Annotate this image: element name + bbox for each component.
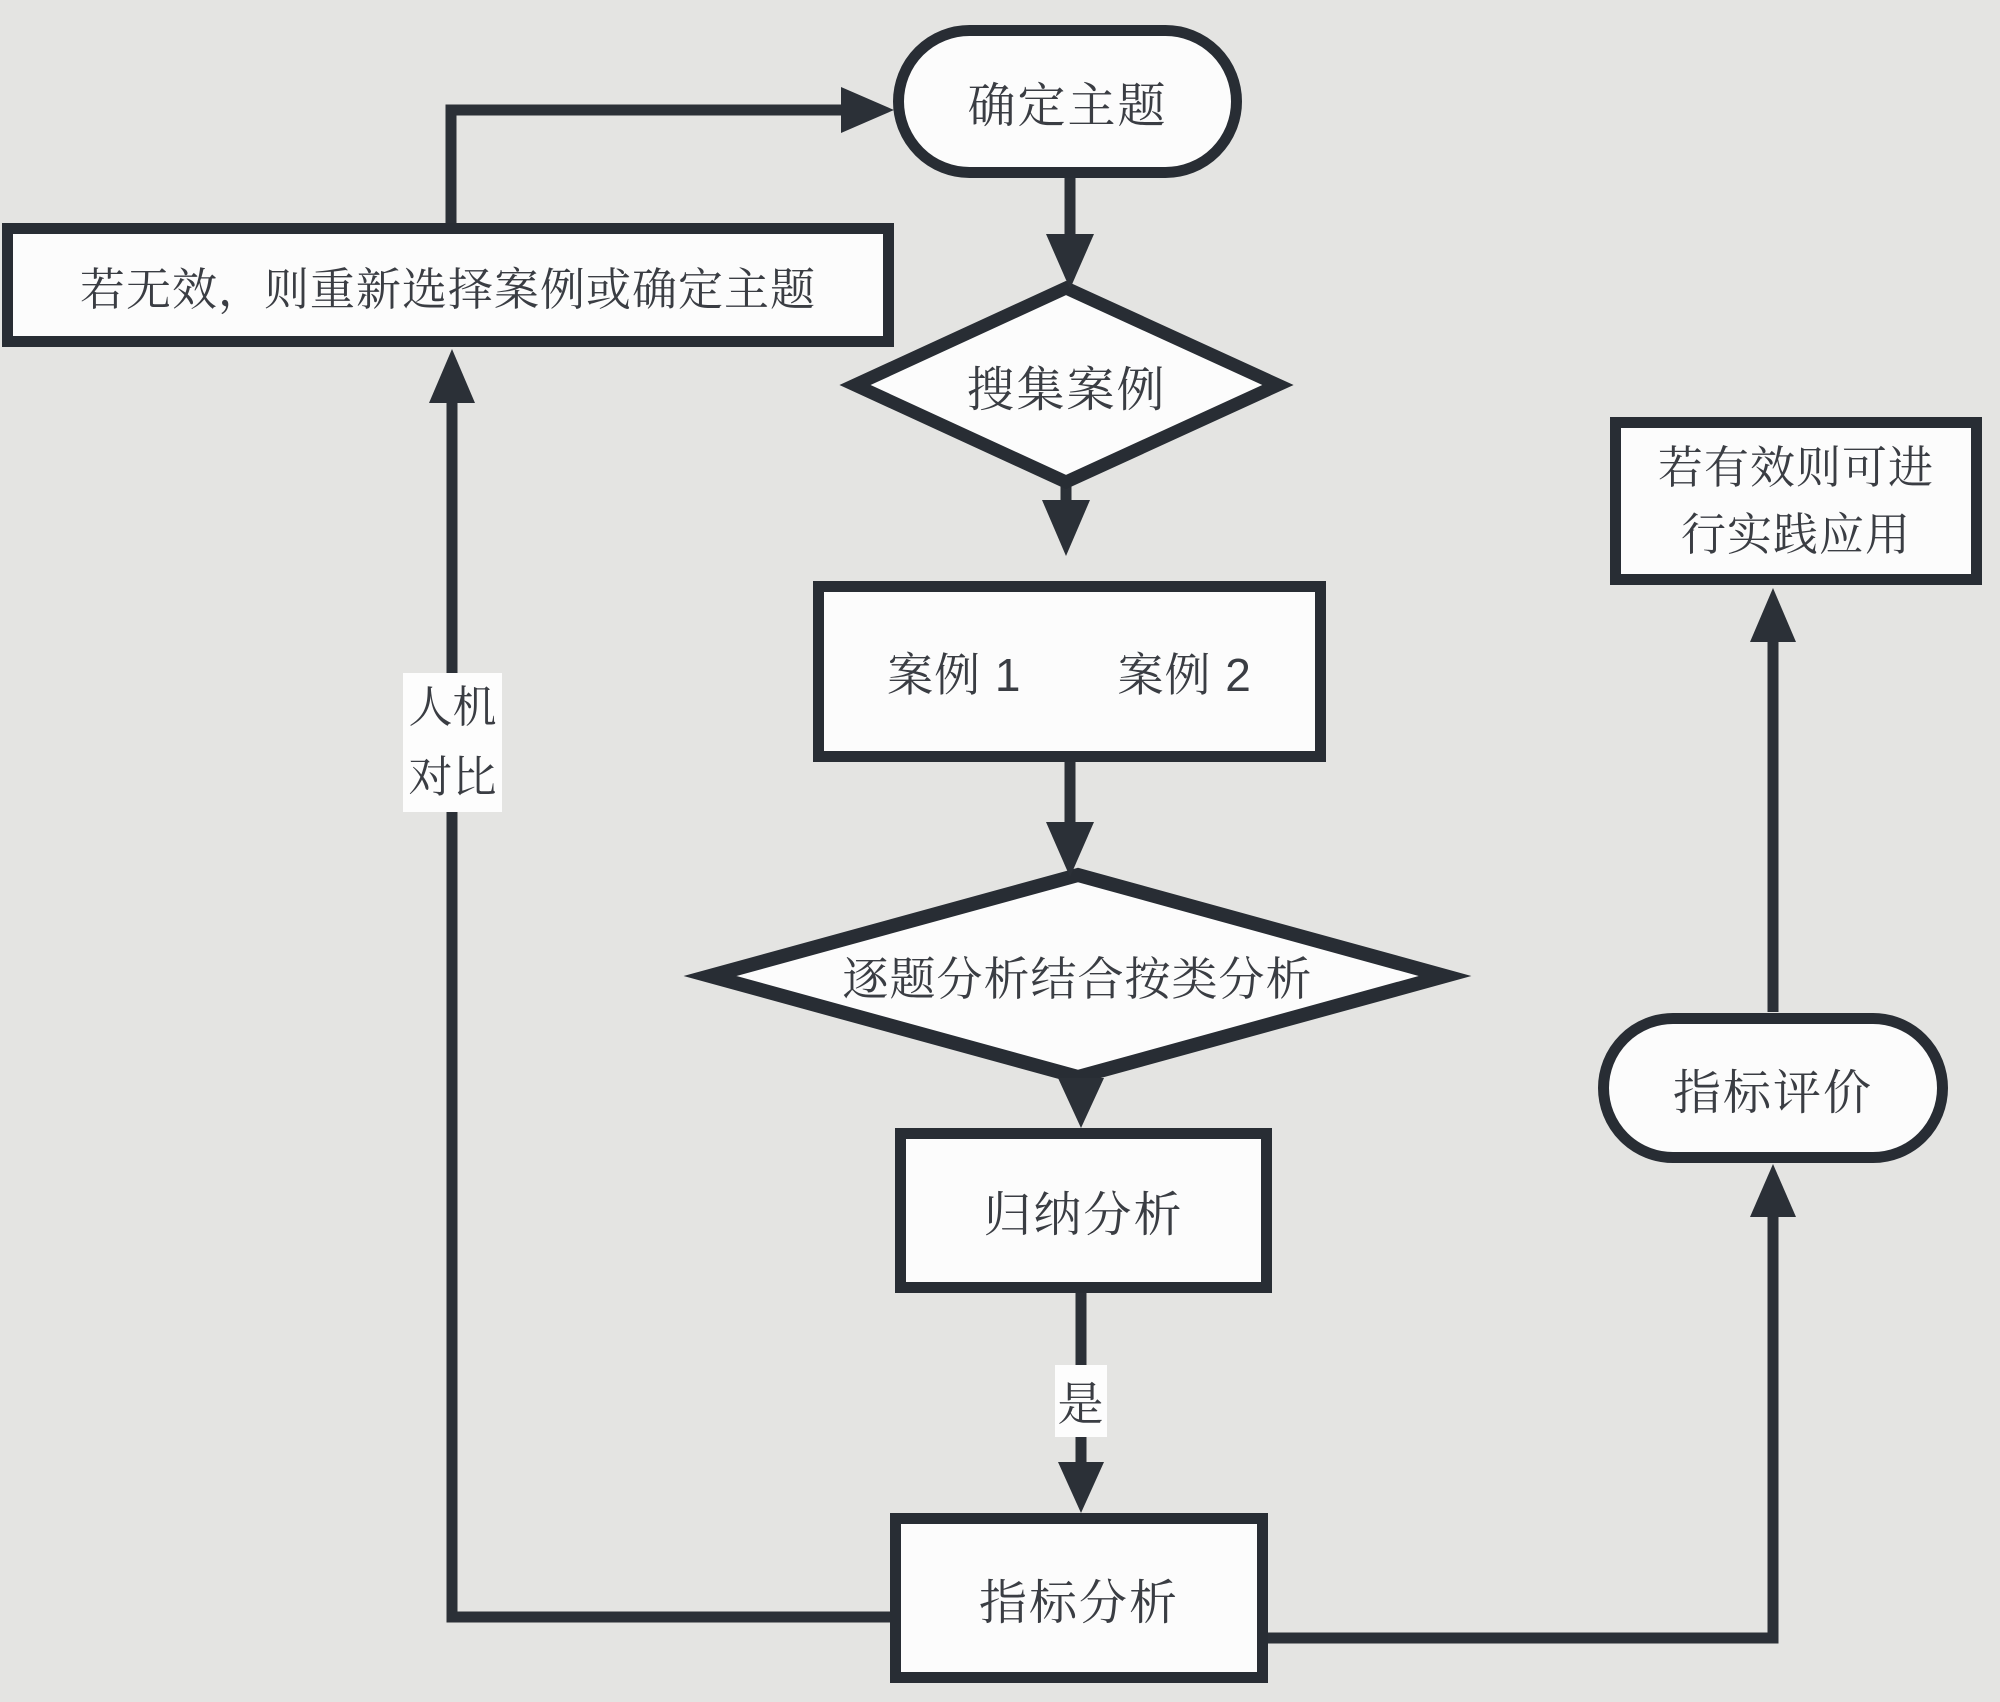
edge-label-yes: 是 — [1055, 1365, 1107, 1437]
arrowhead-into-invalid-note — [429, 349, 475, 403]
node-inductive — [895, 1128, 1272, 1293]
node-cases — [813, 581, 1326, 762]
node-inductive-label: 归纳分析 — [983, 1189, 1184, 1242]
node-indicator-analysis-label: 指标分析 — [978, 1576, 1179, 1630]
node-determine-topic-label: 确定主题 — [967, 80, 1168, 133]
arrowhead-into-inductive — [1058, 1078, 1104, 1128]
connector-indicator-to-eval — [1266, 1215, 1773, 1638]
node-invalid-note — [2, 223, 894, 347]
node-valid-note-line1: 若有效则可进 — [1657, 441, 1934, 493]
arrowhead-into-indicator-analysis — [1058, 1462, 1104, 1513]
node-case-2-label: 案例 2 — [1117, 648, 1252, 701]
arrowhead-into-valid-note — [1750, 588, 1796, 642]
node-indicator-eval-label: 指标评价 — [1672, 1066, 1873, 1120]
arrowhead-below-collect — [1042, 500, 1090, 556]
node-case-1-label: 案例 1 — [887, 648, 1022, 701]
connector-invalid-note-to-topic — [451, 110, 842, 223]
node-determine-topic — [893, 25, 1242, 178]
node-valid-note-line2: 行实践应用 — [1680, 509, 1911, 560]
arrowhead-into-collect — [1046, 234, 1094, 289]
node-invalid-note-label: 若无效，则重新选择案例或确定主题 — [79, 263, 816, 315]
arrowhead-into-determine-topic — [841, 87, 894, 133]
edge-label-human-machine: 人机 对比 — [403, 673, 502, 812]
node-collect-cases-label: 搜集案例 — [966, 363, 1167, 417]
arrowhead-into-analyze — [1046, 822, 1094, 877]
node-indicator-eval — [1598, 1013, 1948, 1163]
node-analyze-label: 逐题分析结合按类分析 — [842, 953, 1313, 1005]
node-indicator-analysis — [890, 1513, 1268, 1683]
arrowhead-into-indicator-eval — [1750, 1164, 1796, 1217]
node-valid-note — [1610, 417, 1982, 585]
